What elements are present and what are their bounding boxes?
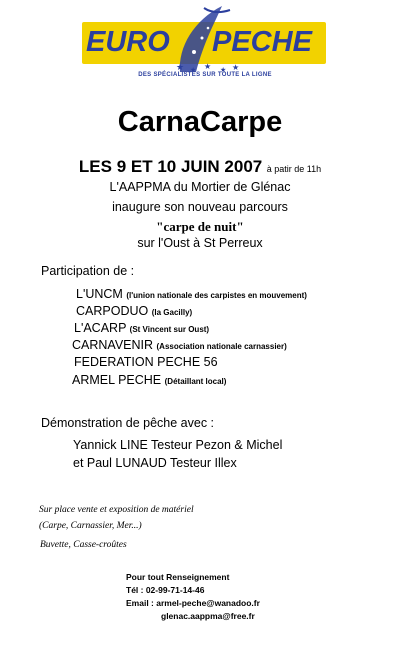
participant-item [76, 304, 192, 318]
participant-item [74, 355, 218, 369]
logo-slogan: DES SPÉCIALISTES SUR TOUTE LA LIGNE [138, 72, 272, 78]
demo-heading: Démonstration de pêche avec : [41, 416, 215, 430]
participant-item [72, 338, 287, 352]
event-location: sur l'Oust à St Perreux [137, 236, 263, 250]
contact-phone: Tél : 02-99-71-14-46 [126, 585, 205, 595]
event-dates-text: LES 9 ET 10 JUIN 2007 [78, 157, 263, 176]
participant-item [74, 321, 209, 335]
participant-item [72, 373, 226, 387]
contact-email-2: glenac.aappma@free.fr [161, 611, 255, 621]
logo-text-euro: EURO [86, 26, 170, 58]
participant-name: ARMEL PECHE [72, 373, 162, 387]
participant-name: CARPODUO [76, 304, 149, 318]
logo-text-peche: PECHE [212, 26, 312, 58]
participant-note: (la Gacilly) [151, 308, 193, 317]
svg-text:★: ★ [190, 67, 197, 74]
sale-line-1: Sur place vente et exposition de matériel [39, 505, 194, 515]
event-line-1: L'AAPPMA du Mortier de Glénac [109, 180, 291, 194]
sale-line-3: Buvette, Casse-croûtes [40, 540, 127, 550]
event-line-2: inaugure son nouveau parcours [112, 200, 288, 214]
participant-note: (St Vincent sur Oust) [129, 325, 210, 334]
demo-line-2: et Paul LUNAUD Testeur Illex [73, 456, 237, 470]
sale-line-2: (Carpe, Carnassier, Mer...) [39, 521, 142, 531]
participant-name: FEDERATION PECHE 56 [74, 355, 218, 369]
participant-item [76, 287, 307, 301]
svg-text:★: ★ [204, 62, 212, 71]
svg-text:★: ★ [176, 62, 185, 72]
event-dates [0, 157, 400, 177]
svg-text:★: ★ [232, 63, 240, 72]
participant-note: (l'union nationale des carpistes en mouvement) [126, 291, 307, 300]
contact-email-1: Email : armel-peche@wanadoo.fr [126, 598, 260, 608]
event-course: "carpe de nuit" [156, 219, 244, 234]
page-title: CarnaCarpe [117, 106, 283, 138]
europeche-logo [78, 2, 332, 92]
demo-line-1: Yannick LINE Testeur Pezon & Michel [73, 438, 283, 452]
participant-name: L'ACARP [74, 321, 127, 335]
participant-note: (Association nationale carnassier) [156, 342, 287, 351]
participant-note: (Détaillant local) [164, 377, 227, 386]
contact-heading: Pour tout Renseignement [126, 572, 230, 582]
participant-name: CARNAVENIR [72, 338, 154, 352]
participant-name: L'UNCM [76, 287, 123, 301]
svg-text:★: ★ [220, 67, 227, 74]
event-time-note: à patir de 11h [266, 164, 322, 174]
participation-heading: Participation de : [41, 264, 135, 278]
